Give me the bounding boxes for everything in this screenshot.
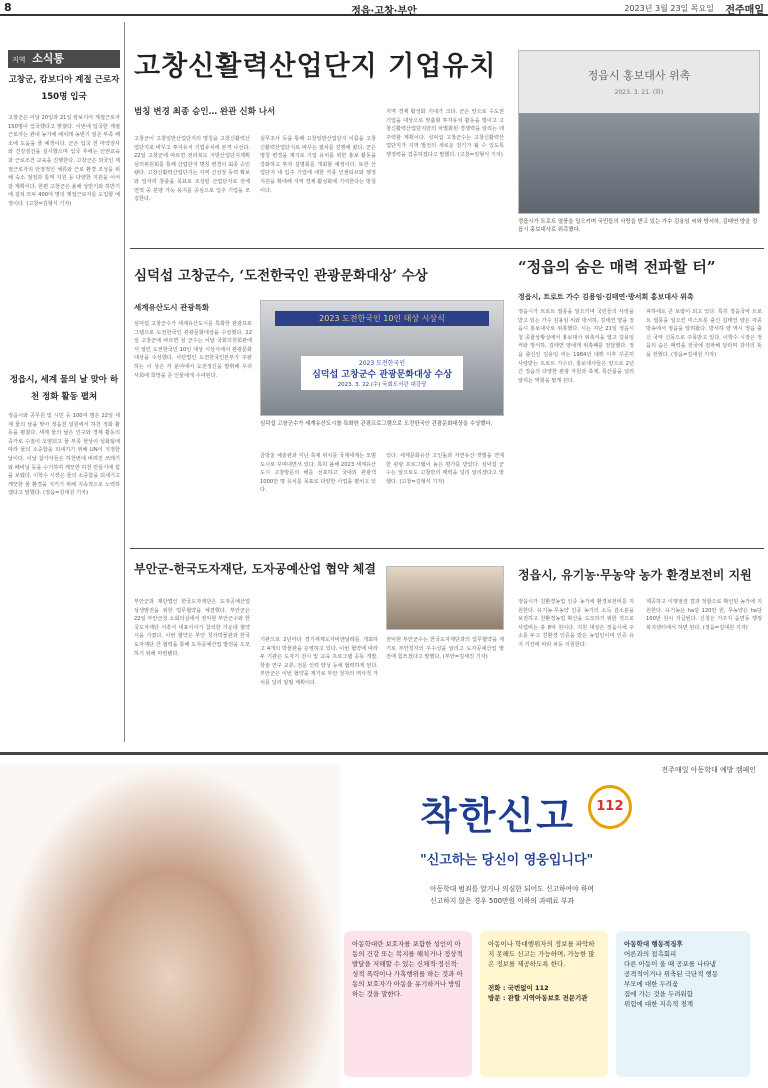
photo2-caption: 심덕섭 고창군수가 세계유산도시를 특화한 관광프로그램으로 도전한국인 관광문화대상을 수상했다. — [260, 421, 493, 427]
photo2-sign-line1: 2023 도전한국인 — [358, 360, 406, 367]
newspaper-brand: 전주매일 — [725, 5, 764, 16]
photo-award-ceremony — [260, 300, 504, 416]
article2-title: 심덕섭 고창군수, ‘도전한국인 관광문화대상’ 수상 — [134, 268, 428, 284]
ad-box-report — [480, 931, 608, 1077]
article3-title: “정읍의 숨은 매력 전파할 터” — [518, 258, 716, 276]
sidebar-tag: 지역 — [12, 56, 26, 64]
article1-body-col3: 지역 경제 활성화 기대가 크다. 군은 앞으로 수도권 기업을 대상으로 맞춤형 투자유치 활동을 벌이고 고창신활력산업단지만의 차별화된 경쟁력을 알리는 데 주력할 계획이다. 심덕섭 고창군수는 고창신활력산업단지가 지역 발전의 새로운 전기가 될 수 있도록 행정력을 집중하겠다고 말했다. (고창=김형식 기자) — [386, 109, 504, 158]
article1-title: 고창신활력산업단지 기업유치 — [134, 51, 497, 82]
ad-campaign: 전주매일 아동학대 예방 캠페인 — [661, 766, 756, 774]
sidebar-header — [8, 50, 120, 68]
article4-body-col2: 기관으로 2년마다 경기세계도자비엔날레를 개최하고 4개의 박물관을 운영하고 있다. 이번 협약에 따라 두 기관은 도자기 전시 및 교육 프로그램 공동 개발, 학술 연구 교류, 전문 인력 양성 등에 협력하게 된다. 부안군은 이번 협약을 계기로 부안 청자의 역사적 가치를 널리 알릴 계획이다. — [260, 637, 378, 686]
ad-box3-item: 위험에 대한 지속적 경계 — [624, 1000, 693, 1008]
page-number: 8 — [4, 1, 12, 14]
ad-box3-item: 부모에 대한 두려움 — [624, 980, 679, 988]
article2-body-col2: 금방울 예술관과 지난 축제 위치를 국제세계는 모범도시로 꾸며내면서 있다. 특히 올해 2023 세계유산도시 고창방문의 해를 선포하고 국내외 관광객 1000만 명 유치를 목표로 다양한 사업을 펼치고 있다. — [260, 453, 376, 494]
sidebar-title: 소식통 — [32, 52, 64, 65]
article5-body-col2: 제공하고 이행점검 결과 적합으로 확인된 농가에 지원한다. 유기농은 ha당 120만 원, 무농약은 ha당 100만 원이 지급된다. 신청은 거주지 읍면동 행정복지센터에서 하면 된다. (정읍=김대원 기자) — [646, 599, 762, 631]
sidebar-item1-title: 고창군, 캄보디아 계절 근로자 150명 입국 — [8, 75, 120, 102]
photo1-date: 2023. 3. 21. (화) — [614, 89, 664, 96]
ad-box3-item: 집에 가는 것을 두려워함 — [624, 990, 693, 998]
ad-box2-text: 아동이나 학대행위자의 정보를 파악하지 못해도 신고는 가능하며, 가능한 많은 정보를 제공하도록 한다. — [488, 940, 595, 968]
page-header — [0, 0, 768, 16]
article2-body-col1: 심덕섭 고창군수가 세계유산도시를 특화한 관광프로그램으로 도전한국인 관광문화대상을 수상했다. 22일 고창군에 따르면 심 군수는 이날 국회의원회관에서 열린 도전한국인 10인 대상 시상식에서 관광문화대상을 수상했다. 사단법인 도전한국인본부가 주관하는 이 상은 각 분야에서 도전정신을 발휘해 우리 사회에 희망을 준 인물에게 수여된다. — [134, 321, 252, 379]
divider-1 — [130, 248, 764, 249]
article4-body-col1: 부안군과 재단법인 한국도자재단은 도자공예산업 상생발전을 위한 업무협약을 체결했다. 부안군은 22일 부안군청 소회의실에서 권익현 부안군수와 한국도자재단 서흥식 대표이사가 참석한 가운데 협약식을 가졌다. 이번 협약은 부안 청자박물관과 한국도자재단 간 협력을 통해 도자공예산업 발전을 도모하기 위해 마련됐다. — [134, 599, 250, 657]
divider-2 — [130, 548, 764, 549]
article1-body-col1: 고창군이 고창일반산업단지의 명칭을 고창신활력산업단지로 바꾸고 투자유치 기업유치에 본격 나선다. 22일 고창군에 따르면 전라북도 지방산업단지계획심의위원회를 통해 산업단지 명칭 변경이 최종 승인됐다. 고창신활력산업단지는 지역 신성장 동력 확보와 일자리 창출을 목표로 조성된 산업단지로 전체 면적 중 분양 가능 용지를 중심으로 입주 기업을 모집한다. — [134, 136, 250, 203]
sidebar-item2-title: 정읍시, 세계 물의 날 맞아 하천 정화 활동 펼쳐 — [9, 375, 119, 402]
ad-logo-badge: 112 — [588, 785, 632, 829]
photo-busan-agreement — [386, 566, 504, 630]
article2-subtitle: 세계유산도시 관광특화 — [134, 303, 210, 312]
photo1-caption: 정읍시가 트로트 열풍을 일으키며 국민들의 사랑을 받고 있는 가수 김용임 씨와 방서하, 김태연 양을 정읍시 홍보대사로 위촉했다. — [518, 219, 758, 233]
ad-box1-text: 아동학대란 보호자를 포함한 성인이 아동의 건강 또는 복지를 해치거나 정상적 발달을 저해할 수 있는 신체적·정신적·성적 폭력이나 가혹행위를 하는 것과 아동의 보호자가 아동을 유기하거나 방임하는 것을 말한다. — [352, 940, 463, 998]
photo2-sign — [301, 356, 463, 390]
photo-jeongeup-ambassador — [518, 50, 760, 214]
article5-title: 정읍시, 유기농·무농약 농가 환경보전비 지원 — [518, 568, 752, 582]
ad-box3-item: 공격적이거나 위축된 극단적 행동 — [624, 970, 719, 978]
ad-line2: 신고하지 않은 경우 500만원 이하의 과태료 부과 — [430, 897, 575, 905]
ad-box3-title: 아동학대 행동적징후 — [624, 940, 683, 948]
article2-body-col3: 있다. 세계문화유산 고인돌과 자연유산 갯벌을 연계한 관광 프로그램이 높은 평가를 받았다. 심덕섭 군수는 앞으로도 고창만의 매력을 널리 알리겠다고 말했다. (고창=김형식 기자) — [386, 453, 504, 485]
sidebar — [8, 50, 120, 750]
ad-box3-item: 다른 아동이 울 때 공포를 나타냄 — [624, 960, 716, 968]
sidebar-item1-body: 고창군은 이달 20일과 21일 캄보디아 계절근로자 150명이 입국했다고 밝혔다. 이번에 입국한 계절근로자는 관내 농가에 배치돼 농번기 일손 부족 해소에 도움을 줄 예정이다. 군은 입국 전 마약검사와 건강검진을 실시했으며 입국 후에는 인권교육과 근로조건 교육을 진행한다. 고창군은 외국인 계절근로자의 안정적인 체류와 근로 환경 조성을 위해 숙소 점검과 통역 지원 등 다양한 지원을 이어갈 계획이다. 한편 고창군은 올해 상반기와 하반기에 걸쳐 모두 400여 명의 계절근로자를 도입할 예정이다. (고창=김형식 기자) — [8, 115, 120, 207]
photo2-sign-line3: 2023. 3. 22.(수) 국회도서관 대강당 — [337, 382, 427, 388]
photo2-banner: 2023 도전한국인 10인 대상 시상식 — [275, 311, 489, 326]
ad-box2-tel: 전화 : 국번없이 112 — [488, 984, 549, 992]
ad-box-signs — [616, 931, 750, 1077]
ad-illustration — [0, 765, 340, 1088]
ad-box2-visit: 방문 : 관할 지역아동보호 전문기관 — [488, 994, 588, 1002]
section-title: 정읍·고창·부안 — [351, 6, 417, 17]
ad-banner — [0, 752, 768, 1088]
article3-body-col2: 파하에도 큰 보람이 되고 있다. 특히 정읍국악 트로트 열풍을 일으킨 미스트롯 출신 김태연 양은 각종 방송에서 정읍을 알려왔다. 방서하 양 역시 정읍 출신 국악 신동으로 주목받고 있다. 이학수 시장은 정읍의 숨은 매력을 전국에 전파해 달라며 감사의 뜻을 전했다. (정읍=김대원 기자) — [646, 309, 762, 358]
ad-logo — [420, 785, 660, 838]
photo1-banner: 정읍시 홍보대사 위촉 — [587, 69, 691, 82]
article5-body-col1: 정읍시가 친환경농업 인증 농가에 환경보전비를 지원한다. 유기농·무농약 인증 농가의 소득 감소분을 보전하고 친환경농업 확산을 도모하기 위한 것으로 사업비는 총 8억 원이다. 지원 대상은 정읍시에 주소를 두고 친환경 인증을 받은 농업인이며 인증 유지 기간에 따라 차등 지원한다. — [518, 599, 634, 648]
article3-body-col1: 정읍시가 트로트 열풍을 일으키며 국민들의 사랑을 받고 있는 가수 김용임 씨와 방서하, 김태연 양을 정읍시 홍보대사로 위촉했다. 시는 지난 21일 정읍시청 종합상황실에서 홍보대사 위촉식을 열고 김용임 씨와 방서하, 김태연 양에게 위촉패를 전달했다. 정읍 출신인 김용임 씨는 1984년 데뷔 이후 꾸준히 사랑받는 트로트 가수다. 홍보대사들은 앞으로 2년간 정읍의 다양한 관광 자원과 축제, 특산품을 널리 알리는 역할을 맡게 된다. — [518, 309, 634, 384]
ad-box3-item: 어른과의 접촉회피 — [624, 950, 677, 958]
ad-slogan: "신고하는 당신이 영웅입니다" — [420, 853, 594, 868]
issue-date: 2023년 3월 23일 목요일 — [624, 4, 714, 13]
sidebar-divider — [124, 22, 125, 742]
article3-subtitle: 정읍시, 트로트 가수 김용임·김태연·방서희 홍보대사 위촉 — [518, 293, 694, 301]
ad-box-definition — [344, 931, 472, 1077]
ad-logo-text: 착한신고 — [420, 794, 575, 838]
photo2-sign-line2: 심덕섭 고창군수 관광문화대상 수상 — [312, 370, 452, 380]
ad-line1: 아동학대 범죄를 알거나 의심한 되어도 신고하여야 하며 — [430, 885, 594, 893]
article1-body-col2: 실무조사 등을 통해 고창일반산업단지 이름을 고창신활력산업단지로 바꾸는 절차를 진행해 왔다. 군은 명칭 변경을 계기로 기업 유치를 위한 홍보 활동을 강화하고 투자 설명회를 개최할 예정이다. 또한 산업단지 내 입주 기업에 대한 각종 인센티브와 행정 지원을 확대해 지역 경제 활성화에 기여한다는 방침이다. — [260, 136, 376, 194]
article4-title: 부안군-한국도자재단, 도자공예산업 협약 체결 — [134, 562, 376, 576]
article4-body-col3: 권익현 부안군수는 한국도자재단과의 업무협약을 계기로 부안청자의 우수성을 알리고 도자공예산업 발전에 힘쓰겠다고 말했다. (부안=김세진 기자) — [386, 637, 504, 661]
sidebar-item2-body: 정읍시와 공무원 및 시민 등 100여 명은 22일 세계 물의 날을 맞아 정읍천 일원에서 하천 정화 활동을 펼쳤다. 세계 물의 날은 인구와 경제 활동의 증가로 수질이 오염되고 물 부족 현상이 심화됨에 따라 물의 소중함을 되새기기 위해 UN이 지정한 날이다. 이날 참가자들은 하천변에 버려진 쓰레기와 폐비닐 등을 수거하며 깨끗한 하천 만들기에 힘을 보탰다. 이학수 시장은 물의 소중함을 되새기고 깨끗한 물 환경을 지키기 위해 지속적으로 노력하겠다고 말했다. (정읍=김대원 기자) — [8, 413, 120, 497]
article1-subtitle: 범칭 변경 최종 승인… 완관 신화 나서 — [134, 107, 276, 117]
